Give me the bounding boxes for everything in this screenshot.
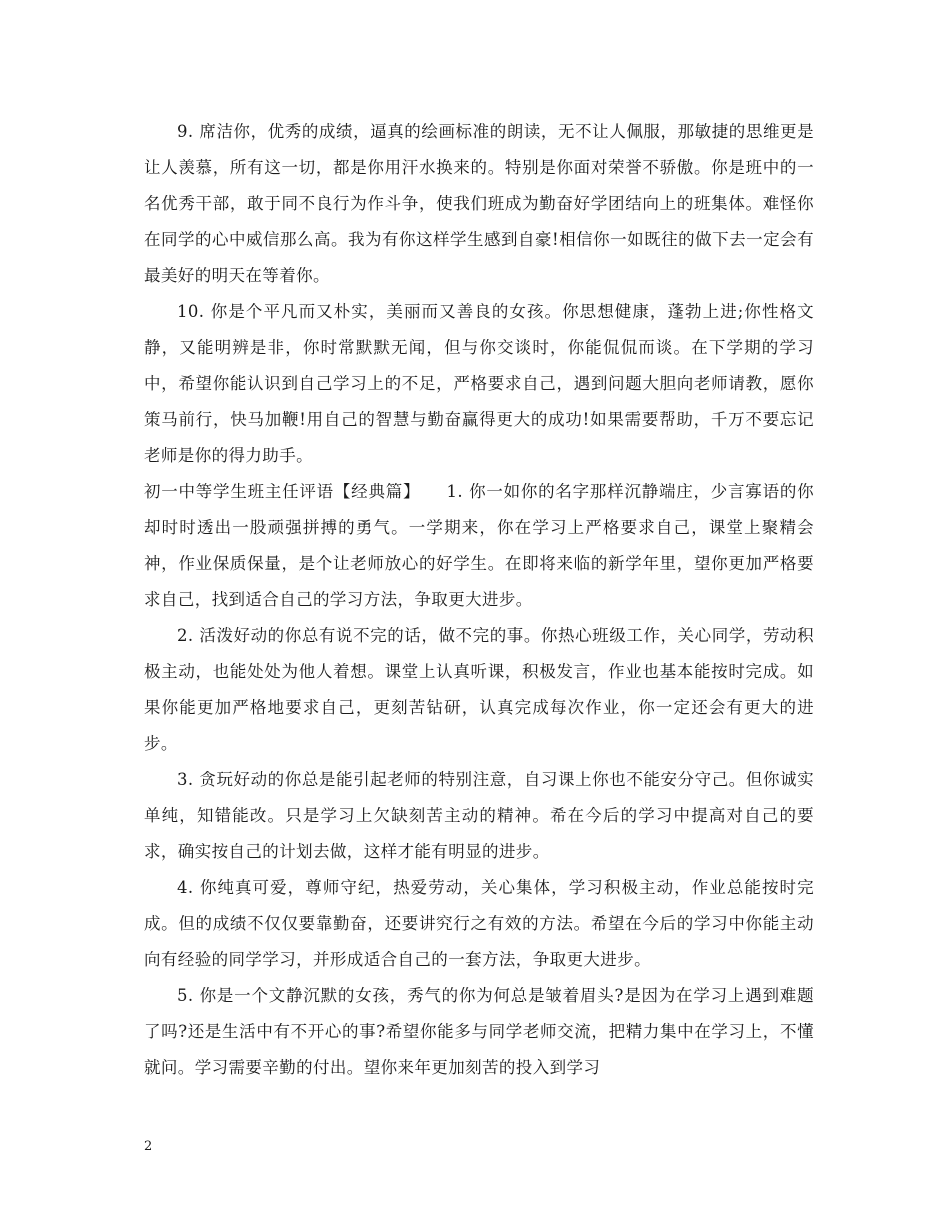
paragraph-comment-10: 10. 你是个平凡而又朴实，美丽而又善良的女孩。你思想健康，蓬勃上进;你性格文静，又能明辨是非，你时常默默无闻，但与你交谈时，你能侃侃而谈。在下学期的学习中，希望你能认识到自己学习上的不足，严格要求自己，遇到问题大胆向老师请教，愿你策马前行，快马加鞭!用自己的智慧与勤奋赢得更大的成功!如果需要帮助，千万不要忘记老师是你的得力助手。	[144, 302, 814, 465]
paragraph-comment-3: 3. 贪玩好动的你总是能引起老师的特别注意，自习课上你也不能安分守己。但你诚实单纯，知错能改。只是学习上欠缺刻苦主动的精神。希在今后的学习中提高对自己的要求，确实按自己的计划去做，这样才能有明显的进步。	[144, 770, 814, 861]
page-number: 2	[144, 1139, 153, 1154]
document-body	[144, 114, 814, 1086]
paragraph-comment-5: 5. 你是一个文静沉默的女孩，秀气的你为何总是皱着眉头?是因为在学习上遇到难题了吗?还是生活中有不开心的事?希望你能多与同学老师交流，把精力集中在学习上，不懂就问。学习需要辛勤的付出。望你来年更加刻苦的投入到学习	[144, 986, 814, 1077]
paragraph-comment-4: 4. 你纯真可爱，尊师守纪，热爱劳动，关心集体，学习积极主动，作业总能按时完成。但的成绩不仅仅要靠勤奋，还要讲究行之有效的方法。希望在今后的学习中你能主动向有经验的同学学习，并形成适合自己的一套方法，争取更大进步。	[144, 878, 814, 969]
paragraph-comment-9: 9. 席洁你，优秀的成绩，逼真的绘画标准的朗读，无不让人佩服，那敏捷的思维更是让人羡慕，所有这一切，都是你用汗水换来的。特别是你面对荣誉不骄傲。你是班中的一名优秀干部，敢于同不良行为作斗争，使我们班成为勤奋好学团结向上的班集体。难怪你在同学的心中威信那么高。我为有你这样学生感到自豪!相信你一如既往的做下去一定会有最美好的明天在等着你。	[144, 122, 814, 285]
paragraph-comment-2: 2. 活泼好动的你总有说不完的话，做不完的事。你热心班级工作，关心同学，劳动积极主动，也能处处为他人着想。课堂上认真听课，积极发言，作业也基本能按时完成。如果你能更加严格地要求自己，更刻苦钻研，认真完成每次作业，你一定还会有更大的进步。	[144, 626, 814, 753]
paragraph-section-heading-comment-1: 初一中等学生班主任评语【经典篇】 1. 你一如你的名字那样沉静端庄，少言寡语的你却时时透出一股顽强拼搏的勇气。一学期来，你在学习上严格要求自己，课堂上聚精会神，作业保质保量，是个让老师放心的好学生。在即将来临的新学年里，望你更加严格要求自己，找到适合自己的学习方法，争取更大进步。	[144, 482, 814, 609]
